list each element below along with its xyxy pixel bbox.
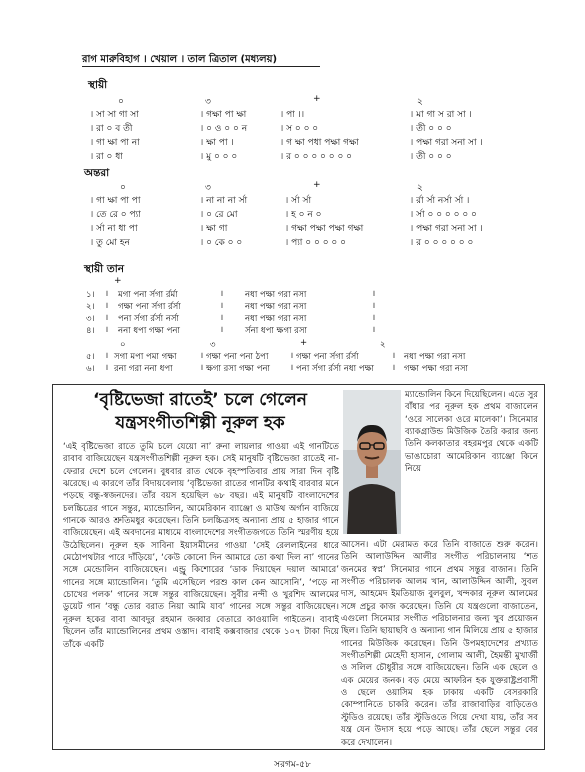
taan-phrase: নধা পক্ষা গরা নসা	[245, 290, 307, 300]
notation-cell: । মা গা স রা সা ।	[410, 110, 472, 120]
beat-marker: +	[313, 94, 321, 104]
beat-marker: +	[313, 180, 321, 190]
notation-cell: । রা ০ ধা	[90, 152, 123, 162]
notation-cell: । পক্ষা গরা সনা সা ।	[410, 138, 483, 148]
antara-row	[0, 221, 585, 235]
antara-row	[0, 235, 585, 249]
taan-row: ৫। । সগা মপা পমা গক্ষা । গক্ষা পনা পনা ঠপা । গক্ষা পনা র্সগা র্রর্সা । নধা পক্ষা গরা নসা	[86, 351, 466, 362]
notation-cell: । পা ।।	[280, 110, 305, 120]
notation-cell: । তী ০ ০ ০	[410, 124, 452, 134]
taan-phrase: র্সনা ধপা ক্ষগা রসা	[245, 326, 307, 336]
antara-title: অন্তরা	[84, 167, 110, 179]
beat-marker: ০	[120, 340, 126, 350]
taan-phrase: গক্ষা পনা র্সগা র্রর্সা	[118, 302, 181, 312]
taan-index: ৪।	[86, 326, 95, 336]
taan-phrase: সগা মপা পমা গক্ষা	[114, 352, 177, 362]
notation-cell: । ০ রে মো	[200, 210, 238, 220]
beat-marker: ২	[380, 340, 386, 350]
notation-cell: । র্রা র্সা নর্সা র্সা ।	[410, 196, 470, 206]
notation-cell: । গক্ষা পা ক্ষা	[200, 110, 247, 120]
notation-cell: । র্সা ০ ০ ০ ০ ০ ০	[410, 210, 477, 220]
raga-header: রাগ মারুবিহাগ । খেয়াল । তাল ত্রিতাল (মধ্যলয়)	[82, 54, 278, 65]
notation-cell: । ০ কে ০ ০	[200, 238, 243, 248]
sthayi-row	[0, 107, 585, 121]
article-body-left: ‘এই বৃষ্টিভেজা রাতে তুমি চলে যেয়ো না’ রুনা লায়লার গাওয়া এই গানটিতে রাবাব বাজিয়েছেন যন্ত্রসংগীতশিল্পী নূরুল হক। সেই মানুষটি বৃষ্টিভেজা রাতেই না-ফেরার দেশে চলে গেলেন। বুধবার রাত থেকে বৃহস্পতিবার প্রায় সারা দিন বৃষ্টি ঝরেছে। এ কারণে তাঁর বিদায়বেলায় ‘বৃষ্টিভেজা রাতের গানটির কথাই বারবার মনে পড়ছে বন্ধু-স্বজনদের। তাঁর বয়স হয়েছিল ৬৮ বছর। এই মানুষটি বাংলাদেশের চলচ্চিত্রের গানে সন্তুর, ম্যান্ডোলিন, আমেরিকান ব্যাঞ্জো ও মাউথ অর্গান বাজিয়ে গানকে আরও শ্রুতিমধুর করেছেন। তিনি চলচ্চিত্রসহ অন্যান্য প্রায় ৫ হাজার গানে বাজিয়েছেন। এই অবদানের মাধ্যমে বাংলাদেশের সংগীতজগতে তিনি স্মরণীয় হয়ে উঠেছিলেন। নূরুল হক সাবিনা ইয়াসমীনের গাওয়া ‘সেই রেললাইনের ধারে মেঠোপথটার পারে দাঁড়িয়ে’, ‘কেউ কোনো দিন আমারে তো কথা দিল না’ গানের সঙ্গে মেন্ডোলিন বাজিয়েছেন। এন্ড্রু কিশোরের ‘ডাক দিয়াছেন দয়াল আমারে’ গানের সঙ্গে ম্যান্ডোলিন। ‘তুমি এসেছিলে পরশু কাল কেন আসোনি’, ‘পড়ে না চোখের পলক’ গানের সঙ্গে সন্তুর বাজিয়েছেন। সুবীর নন্দী ও খুরশিদ আলমের ডুয়েট গান ‘বন্ধু তোর বরাত নিয়া আমি যাব’ গানের সঙ্গে সন্তুর বাজিয়েছেন। নূরুল হকের বাবা আবদুর রহমান জব্বার বেতারে কাওয়ালি গাইতেন। বাবাই ছিলেন তাঁর ম্যান্ডোলিনের প্রথম ওস্তাদ। বাবাই কক্সবাজার থেকে ১০৭ টাকা দিয়ে তাঁকে একটি	[63, 442, 339, 650]
antara-beats	[0, 180, 585, 194]
taan-phrase: রনা গরা ননা ধপা	[114, 364, 173, 374]
notation-cell: । র্সা না ধা পা	[90, 224, 138, 234]
taan-index: ২।	[86, 302, 95, 312]
taan-phrase: নধা পক্ষা গরা নসা	[245, 302, 307, 312]
notation-cell: । রা ০ ব তী	[90, 124, 133, 134]
beat-marker: ৩	[205, 97, 211, 107]
taan-phrase: পনা র্সগা র্রর্সা নর্সা	[118, 314, 179, 324]
notation-cell: । গা ক্ষা পা পা	[90, 196, 141, 206]
notation-cell: । সা সা গা সা	[90, 110, 139, 120]
page-footer: সরগম-৫৮	[274, 760, 311, 770]
beat-marker: +	[300, 338, 308, 348]
article-headline: ‘বৃষ্টিভেজা রাতেই’ চলে গেলেন যন্ত্রসংগীতশিল্পী নূরুল হক	[93, 390, 307, 433]
taan-row: ৪। । ননা ধপা গক্ষা পনা । র্সনা ধপা ক্ষগা রসা ।	[86, 325, 376, 336]
notation-cell: । র ০ ০ ০ ০ ০ ০	[410, 238, 474, 248]
beat-marker: ৩	[205, 183, 211, 193]
taan-phrase: নধা পক্ষা গরা নসা	[404, 352, 466, 362]
taan-row: ১। । মগা পনা র্সগা র্রর্মা । নধা পক্ষা গরা নসা ।	[86, 289, 376, 300]
article-body-bottom: আসেন। এটা মেরামত করে তিনি বাজাতে শুরু করেন। তিনি আলাউদ্দিন আলীর সংগীত পরিচালনায় ‘শত জনমের স্বপ্ন’ সিনেমার গানে প্রথম সন্তুর বাজান। তিনি সংগীত পরিচালক আলম খান, আলাউদ্দিন আলী, সুবল দাস, আহমেদ ইমতিয়াজ বুলবুল, খন্দকার নূরুল আলমের সঙ্গে প্রচুর কাজ করেছেন। তিনি যে যন্ত্রগুলো বাজাতেন, এগুলো সিনেমার সংগীত পরিচালনার জন্য খুব প্রয়োজন ছিল। তিনি ছায়াছবি ও অন্যান্য গান মিলিয়ে প্রায় ৫ হাজার গানের মিউজিক করেছেন। তিনি উপমহাদেশের প্রখ্যাত সংগীতশিল্পী মেহেদী হাসান, গোলাম আলী, হৈমন্তী মুখার্জী ও সলিল চৌধুরীর সঙ্গে বাজিয়েছেন। তিনি এক ছেলে ও এক মেয়ের জনক। বড় মেয়ে আফরিন হক যুক্তরাষ্ট্রপ্রবাসী ও ছেলে ওয়াসিম হক ঢাকায় একটি বেসরকারি কোম্পানিতে চাকরি করেন। তাঁর রাজাবাড়ির বাড়িতেও স্টুডিও রয়েছে। তাঁর স্টুডিওতে গিয়ে দেখা যায়, তাঁর সব যন্ত্র যেন উদাস হয়ে পড়ে আছে। তাঁর ছেলে সন্তুর বের করে দেখালেন।	[341, 540, 538, 748]
notation-cell: । তী ০ ০ ০	[410, 152, 452, 162]
notation-cell: । গ ক্ষা পধা পক্ষা গক্ষা	[280, 138, 359, 148]
taan-row: ২। । গক্ষা পনা র্সগা র্রর্সা । নধা পক্ষা গরা নসা ।	[86, 301, 376, 312]
article-box	[52, 384, 545, 750]
sthayi-row	[0, 149, 585, 163]
taan-phrase: ক্ষগা রসা গক্ষা পনা	[206, 364, 271, 374]
notation-cell: । না না না র্সা	[200, 196, 248, 206]
sthayi-title: স্থায়ী	[88, 79, 108, 91]
article-body-right: ম্যান্ডোলিন কিনে দিয়েছিলেন। এতে সুর বাঁধার পর নূরুল হক প্রথম বাজালেন ‘ওরে সালেকা ওরে মালেকা’। সিনেমার ব্যাকগ্রাউন্ড মিউজিক তৈরি করার জন্য তিনি কলকাতার বহরমপুর থেকে একটি ভাঙাচোরা আমেরিকান ব্যাঞ্জো কিনে নিয়ে	[405, 390, 538, 475]
notation-cell: । র্সা র্সা	[285, 196, 312, 206]
notation-cell: । তু মো হন	[90, 238, 130, 248]
notation-cell: । ক্ষা পা ।	[200, 138, 234, 148]
beat-marker: ৩	[210, 340, 216, 350]
notation-cell: । ০ ও ০ ০ ন	[200, 124, 248, 134]
notation-cell: । মু ০ ০ ০	[200, 152, 238, 162]
beat-marker: ২	[417, 97, 423, 107]
sthayi-row	[0, 135, 585, 149]
taan-phrase: গক্ষা পক্ষা গরা নসা	[404, 364, 469, 374]
taan-plus: +	[114, 276, 122, 286]
taan-row: ৩। । পনা র্সগা র্রর্সা নর্সা । নধা পক্ষা গরা নসা ।	[86, 313, 376, 324]
taan-title: স্থায়ী তান	[84, 263, 125, 275]
beat-marker: ২	[417, 183, 423, 193]
notation-cell: । গা ক্ষা পা না	[90, 138, 140, 148]
notation-cell: । তে রে ০ প্যা	[90, 210, 141, 220]
taan-phrase: গক্ষা পনা পনা ঠপা	[206, 352, 269, 362]
taan-index: ৩।	[86, 314, 95, 324]
sthayi-beats	[0, 94, 585, 108]
taan-phrase: নধা পক্ষা গরা নসা	[245, 314, 307, 324]
taan-index: ১।	[86, 290, 95, 300]
notation-cell: । র ০ ০ ০ ০ ০ ০ ০	[280, 152, 353, 162]
taan-phrase: পনা র্সগা র্রর্সা নধা পক্ষা	[296, 364, 374, 374]
taan-phrase: গক্ষা পনা র্সগা র্রর্সা	[296, 352, 359, 362]
taan-index: ৬।	[86, 364, 95, 374]
antara-row	[0, 207, 585, 221]
antara-row	[0, 193, 585, 207]
sthayi-row	[0, 121, 585, 135]
taan-index: ৫।	[86, 352, 95, 362]
portrait-image	[343, 390, 401, 534]
notation-cell: । প্যা ০ ০ ০ ০ ০	[285, 238, 346, 248]
notation-cell: । পক্ষা গরা সনা সা ।	[410, 224, 483, 234]
notation-cell: । হ ০ ন ০	[285, 210, 322, 220]
raga-underline	[82, 66, 320, 67]
beat-marker: ০	[120, 183, 126, 193]
notation-cell: । স ০ ০ ০	[280, 124, 319, 134]
taan-phrase: ননা ধপা গক্ষা পনা	[118, 326, 180, 336]
notation-cell: । গক্ষা পক্ষা পক্ষা গক্ষা	[285, 224, 364, 234]
notation-cell: । ক্ষা গা	[200, 224, 228, 234]
portrait-photo	[343, 390, 401, 534]
beat-marker: ০	[118, 97, 124, 107]
taan-row: ৬। । রনা গরা ননা ধপা । ক্ষগা রসা গক্ষা পনা । পনা র্সগা র্রর্সা নধা পক্ষা । গক্ষা পক্ষা গরা নসা	[86, 363, 469, 374]
taan-phrase: মগা পনা র্সগা র্রর্মা	[118, 290, 178, 300]
